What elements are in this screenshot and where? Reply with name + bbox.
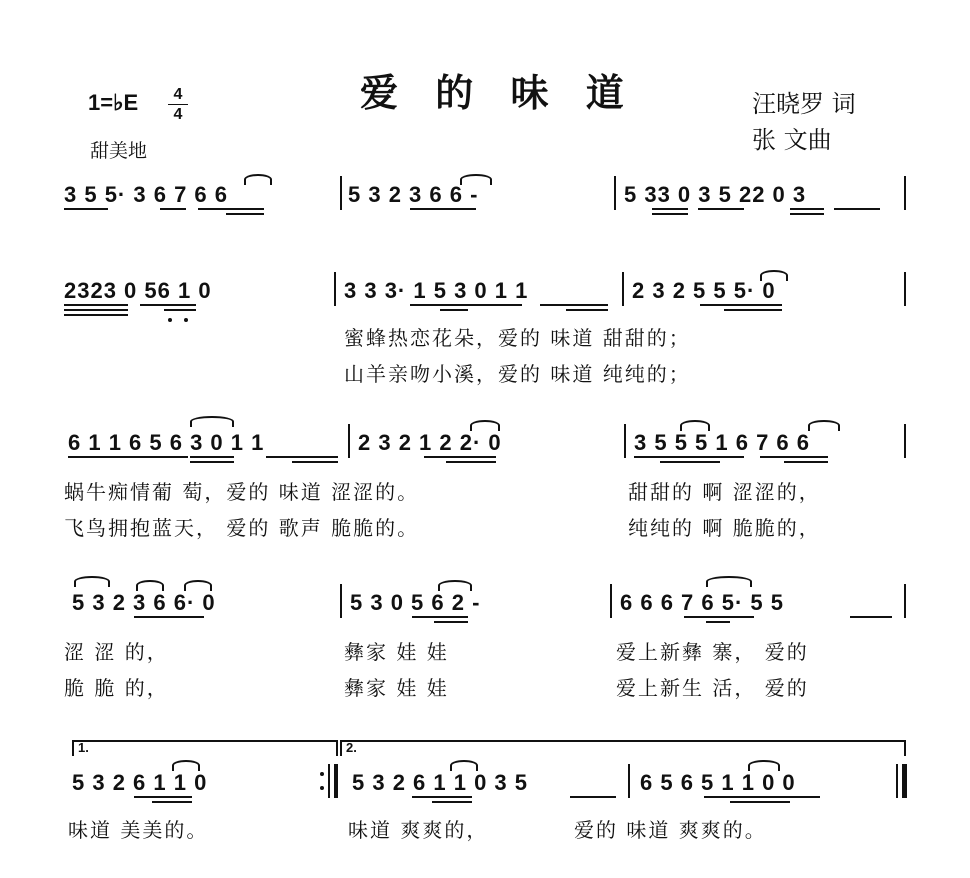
row4-lyric2b: 彝家 娃 娃 xyxy=(344,676,449,700)
row2-measure3: 2 3 2 5 5 5· 0 xyxy=(632,278,776,303)
row5-measure1: 5 3 2 6 1 1 0 xyxy=(72,770,208,795)
row3-measure2: 2 3 2 1 2 2· 0 xyxy=(358,430,502,455)
key-signature: 1=♭E xyxy=(88,90,139,115)
tempo-marking: 甜美地 xyxy=(90,140,148,162)
song-title: 爱 的 味 道 xyxy=(360,70,636,115)
row5-lyric-c: 爱的 味道 爽爽的。 xyxy=(574,818,767,842)
row5-lyric-a: 味道 美美的。 xyxy=(68,818,209,842)
time-bottom: 4 xyxy=(173,106,183,123)
row4-measure2: 5 3 0 5 6 2 - xyxy=(350,590,481,615)
row4-measure3: 6 6 6 7 6 5· 5 5 xyxy=(620,590,784,615)
volta-2-label: 2. xyxy=(346,740,357,755)
row4-lyric1c: 爱上新彝 寨， 爱的 xyxy=(616,640,809,664)
volta-1-label: 1. xyxy=(78,740,89,755)
row4-lyric1b: 彝家 娃 娃 xyxy=(344,640,449,664)
row3-measure1: 6 1 1 6 5 6 3 0 1 1 xyxy=(68,430,265,455)
lyricist-credit: 汪晓罗 词 xyxy=(752,90,856,118)
row1-measure1: 3 5 5· 3 6 7 6 6 xyxy=(64,182,228,207)
row5-lyric-b: 味道 爽爽的， xyxy=(348,818,489,842)
row2-lyric2: 山羊亲吻小溪，爱的 味道 纯纯的； xyxy=(344,362,691,386)
composer-credit: 张 文曲 xyxy=(752,126,832,154)
row3-lyric1b: 甜甜的 啊 涩涩的， xyxy=(628,480,821,504)
row1-measure3: 5 33 0 3 5 22 0 3 xyxy=(624,182,807,207)
row5-measure3: 6 5 6 5 1 1 0 0 xyxy=(640,770,796,795)
row4-lyric1a: 涩 涩 的， xyxy=(64,640,169,664)
time-signature xyxy=(168,86,188,123)
row2-measure2: 3 3 3· 1 5 3 0 1 1 xyxy=(344,278,529,303)
time-top: 4 xyxy=(173,86,183,103)
row3-lyric2b: 纯纯的 啊 脆脆的， xyxy=(628,516,821,540)
row3-lyric2a: 飞鸟拥抱蓝天， 爱的 歌声 脆脆的。 xyxy=(64,516,420,540)
row4-lyric2a: 脆 脆 的， xyxy=(64,676,169,700)
row5-measure2: 5 3 2 6 1 1 0 3 5 xyxy=(352,770,529,795)
row2-measure1: 2323 0 56 1 0 xyxy=(64,278,212,303)
row4-lyric2c: 爱上新生 活， 爱的 xyxy=(616,676,809,700)
row3-measure3: 3 5 5 5 1 6 7 6 6 xyxy=(634,430,811,455)
row1-measure2: 5 3 2 3 6 6 - xyxy=(348,182,479,207)
row3-lyric1a: 蜗牛痴情葡 萄，爱的 味道 涩涩的。 xyxy=(64,480,420,504)
row2-lyric1: 蜜蜂热恋花朵，爱的 味道 甜甜的； xyxy=(344,326,691,350)
row4-measure1: 5 3 2 3 6 6· 0 xyxy=(72,590,216,615)
